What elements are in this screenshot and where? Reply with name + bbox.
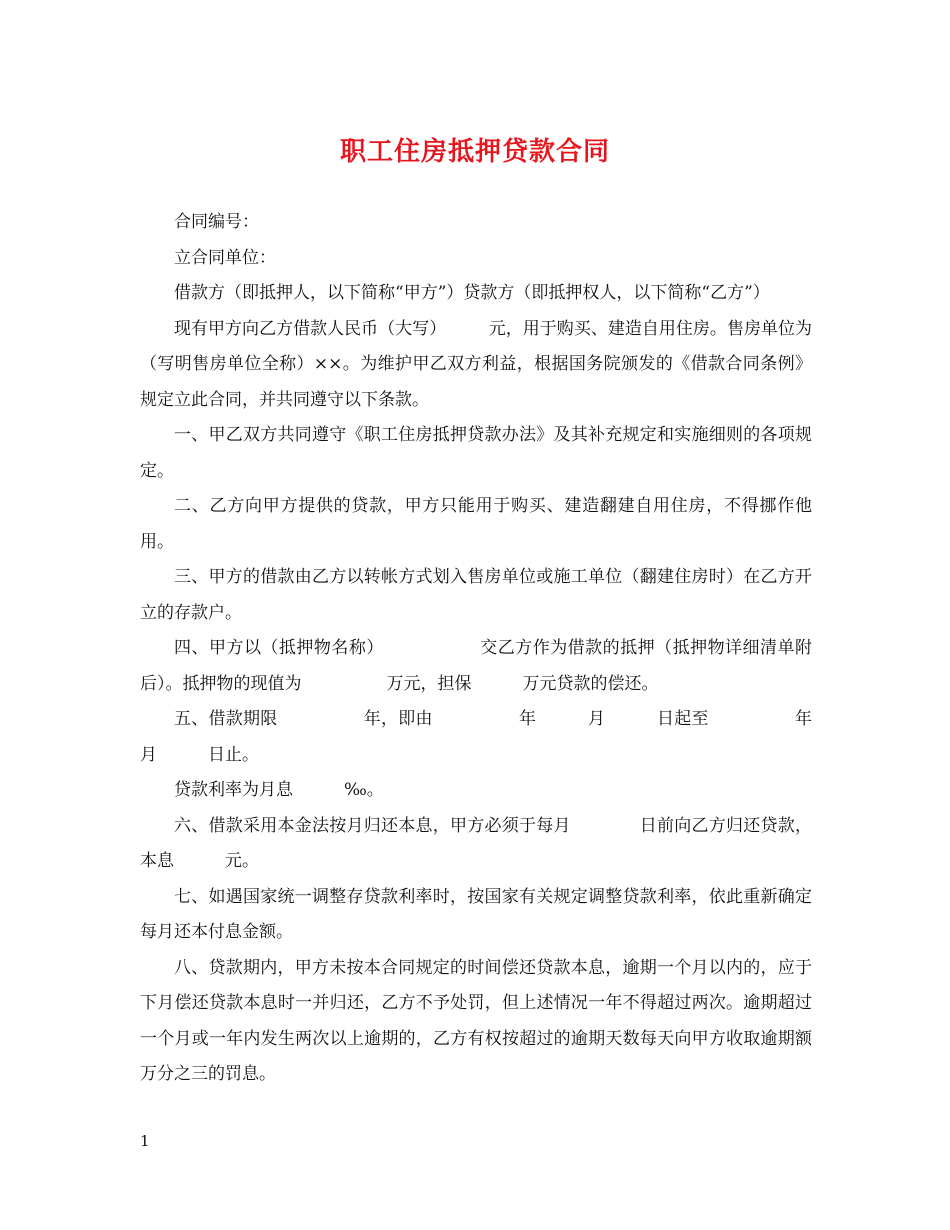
paragraph-contract-number: 合同编号：: [174, 212, 259, 232]
document-title: 职工住房抵押贷款合同: [339, 137, 610, 167]
paragraph-contract-parties: 立合同单位：: [174, 247, 276, 268]
paragraph-clause-8: 八、贷款期内，甲方未按本合同规定的时间偿还贷款本息，逾期一个月以内的，应于下月偿还贷款本息时一并归还，乙方不予处罚，但上述情况一年不得超过两次。逾期超过一个月或一年内发生两次以上逾期的，乙方有权按超过的逾期天数每天向甲方收取逾期额万分之三的罚息。: [140, 957, 812, 1084]
page-number: 1: [140, 1132, 150, 1150]
paragraph-loan-amount: 现有甲方向乙方借款人民币（大写） 元，用于购买、建造自用住房。售房单位为（写明售房单位全称）××。为维护甲乙双方利益，根据国务院颁发的《借款合同条例》规定立此合同，并共同遵守以下条款。: [140, 318, 812, 410]
paragraph-clause-7: 七、如遇国家统一调整存贷款利率时，按国家有关规定调整贷款利率，依此重新确定每月还本付息金额。: [140, 886, 812, 942]
document-body: [140, 205, 863, 1093]
paragraph-borrower-lender: 借款方（即抵押人，以下简称“甲方”）贷款方（即抵押权人，以下简称“乙方”）: [174, 283, 770, 303]
paragraph-clause-2: 二、乙方向甲方提供的贷款，甲方只能用于购买、建造翻建自用住房，不得挪作他用。: [140, 496, 812, 552]
paragraph-clause-3: 三、甲方的借款由乙方以转帐方式划入售房单位或施工单位（翻建住房时）在乙方开立的存款户。: [140, 567, 812, 623]
paragraph-clause-5: 五、借款期限 年，即由 年 月 日起至 年 月 日止。: [140, 709, 863, 765]
paragraph-clause-6: 六、借款采用本金法按月归还本息，甲方必须于每月 日前向乙方归还贷款，本息 元。: [140, 815, 812, 871]
paragraph-interest-rate: 贷款利率为月息 ‰。: [174, 780, 384, 800]
paragraph-clause-1: 一、甲乙双方共同遵守《职工住房抵押贷款办法》及其补充规定和实施细则的各项规定。: [140, 425, 812, 481]
paragraph-clause-4: 四、甲方以（抵押物名称） 交乙方作为借款的抵押（抵押物详细清单附后）。抵押物的现值为 万元，担保 万元贷款的偿还。: [140, 638, 812, 694]
